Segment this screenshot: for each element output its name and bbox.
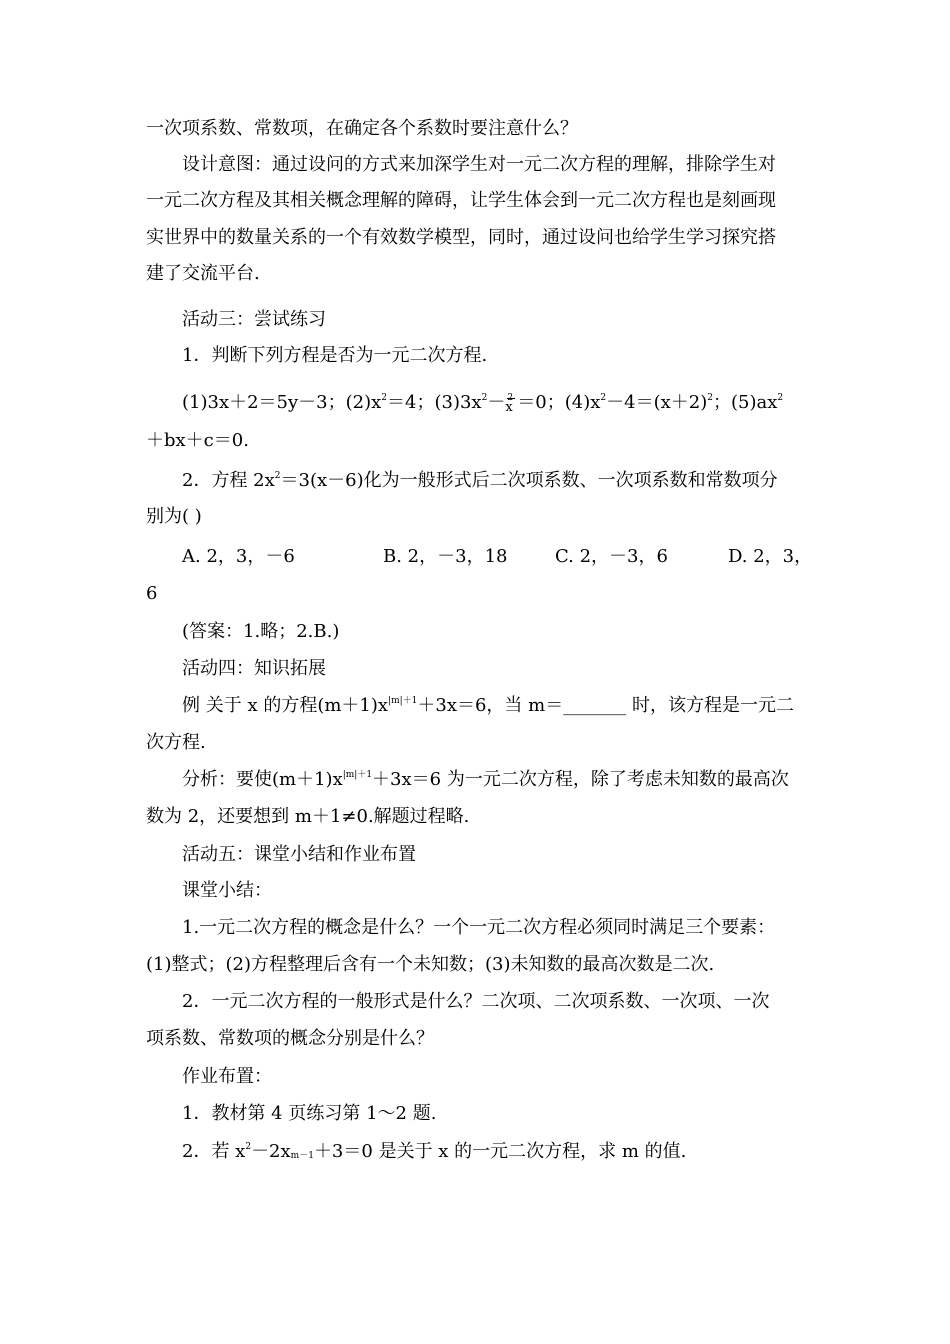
- question1-continuation: ＋bx＋c＝0.: [146, 430, 249, 451]
- homework-item-1: 1．教材第 4 页练习第 1～2 题.: [182, 1103, 437, 1124]
- text-line: 一次项系数、常数项，在确定各个系数时要注意什么？: [146, 118, 578, 139]
- option-d-continuation: 6: [146, 583, 158, 604]
- summary-heading: 课堂小结：: [182, 880, 272, 901]
- option-c: C. 2，－3，6: [555, 546, 668, 567]
- analysis-paragraph: [182, 769, 789, 791]
- subscript-exponent: m－1: [290, 1151, 314, 1161]
- summary-item-1-continuation: (1)整式；(2)方程整理后含有一个未知数；(3)未知数的最高次数是二次.: [146, 954, 715, 975]
- fraction-numerator: 2: [507, 393, 514, 403]
- text-line: 实世界中的数量关系的一个有效数学模型，同时，通过设问也给学生学习探究搭: [146, 227, 776, 248]
- activity3-heading: 活动三：尝试练习: [182, 309, 326, 330]
- summary-item-1: 1.一元二次方程的概念是什么？一个一元二次方程必须同时满足三个要素：: [182, 917, 776, 938]
- design-intent-paragraph: 设计意图：通过设问的方式来加深学生对一元二次方程的理解，排除学生对: [182, 154, 776, 175]
- fraction: [505, 393, 517, 415]
- exponent: 2: [274, 471, 281, 481]
- activity4-heading: 活动四：知识拓展: [182, 658, 326, 679]
- example-text: 例 关于 x 的方程(m＋1)x: [182, 695, 389, 716]
- exponent: |m|＋1: [342, 770, 373, 780]
- exponent: |m|＋1: [388, 696, 418, 706]
- exponent: 2: [600, 393, 607, 403]
- question1-equations: [182, 392, 783, 414]
- equation-text: ；(5)ax: [713, 392, 778, 413]
- analysis-text: ＋3x＝6 为一元二次方程，除了考虑未知数的最高次: [372, 769, 789, 790]
- equation-text: (1)3x＋2＝5y－3；(2)x: [182, 392, 382, 413]
- equation-text: －4＝(x＋2): [606, 392, 708, 413]
- example-problem: [182, 695, 794, 717]
- homework-text: 2．若 x: [182, 1141, 246, 1162]
- equation-text: －: [487, 392, 506, 413]
- exponent: 2: [777, 393, 784, 403]
- example-continuation: 次方程.: [146, 732, 206, 753]
- equation-text: ＝0；(4)x: [517, 392, 601, 413]
- homework-text: ＋3＝0 是关于 x 的一元二次方程，求 m 的值.: [313, 1141, 687, 1162]
- fraction-denominator: x: [505, 400, 513, 415]
- option-d: D. 2，3，: [728, 546, 813, 567]
- homework-item-2: [182, 1141, 686, 1163]
- activity5-heading: 活动五：课堂小结和作业布置: [182, 844, 416, 865]
- option-b: B. 2，－3，18: [383, 546, 508, 567]
- exponent: 2: [381, 393, 388, 403]
- option-a: A. 2，3，－6: [182, 546, 295, 567]
- text-line: 一元二次方程及其相关概念理解的障碍，让学生体会到一元二次方程也是刻画现: [146, 190, 776, 211]
- question-text: 2．方程 2x: [182, 470, 275, 491]
- question2-stem: [182, 470, 778, 492]
- exponent: 2: [707, 393, 713, 403]
- summary-item-2-continuation: 项系数、常数项的概念分别是什么？: [146, 1028, 434, 1049]
- summary-item-2: 2．一元二次方程的一般形式是什么？二次项、二次项系数、一次项、一次: [182, 991, 770, 1012]
- example-text: ＋3x＝6，当 m＝_______ 时，该方程是一元二: [417, 695, 794, 716]
- analysis-continuation: 数为 2，还要想到 m＋1≠0.解题过程略.: [146, 806, 470, 827]
- answer-note: (答案：1.略；2.B.): [182, 621, 340, 642]
- question2-continuation: 别为( ): [146, 506, 202, 527]
- question-text: ＝3(x－6)化为一般形式后二次项系数、一次项系数和常数项分: [280, 470, 778, 491]
- text-line: 建了交流平台.: [146, 263, 260, 284]
- question1-stem: 1．判断下列方程是否为一元二次方程.: [182, 345, 488, 366]
- equation-text: ＝4；(3)3x: [387, 392, 482, 413]
- exponent: 2: [245, 1142, 252, 1152]
- analysis-text: 分析：要使(m＋1)x: [182, 769, 343, 790]
- exponent: 2: [481, 393, 488, 403]
- homework-heading: 作业布置：: [182, 1066, 272, 1087]
- homework-text: －2x: [251, 1141, 291, 1162]
